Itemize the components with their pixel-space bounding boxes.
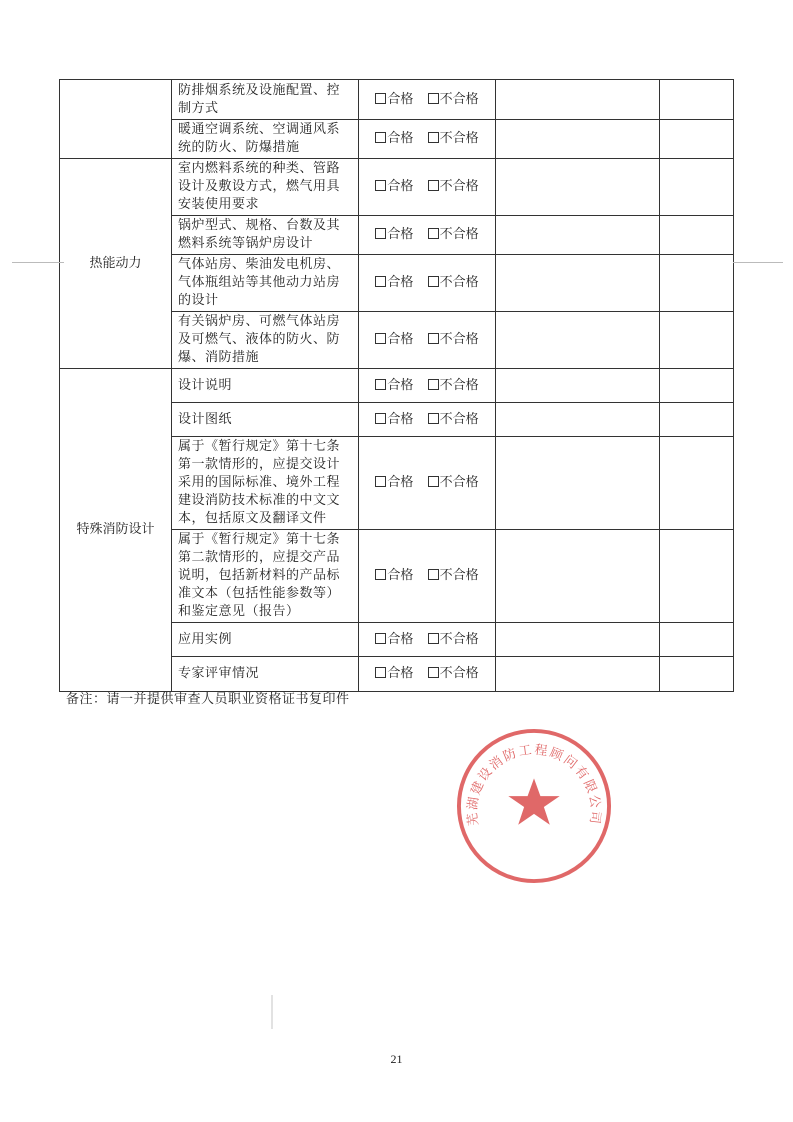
pass-label: 合格 [387,666,414,681]
result-options [359,403,496,437]
pass-checkbox[interactable] [375,276,386,287]
result-options [359,369,496,403]
scan-mark [271,995,273,1029]
pass-label: 合格 [387,377,414,393]
remark-cell[interactable] [496,657,660,692]
seal-text: 芜湖建设消防工程顾问有限公司 [465,742,603,827]
remark-cell[interactable] [496,312,660,369]
pass-label: 合格 [387,631,414,647]
review-item: 属于《暂行规定》第十七条第一款情形的，应提交设计采用的国际标准、境外工程建设消防技术标准的中文文本，包括原文及翻译文件 [172,437,359,530]
category-cell: 热能动力 [60,159,172,369]
result-options [359,437,496,530]
pass-label: 合格 [387,568,414,583]
pass-checkbox[interactable] [375,379,386,390]
fail-checkbox[interactable] [428,228,439,239]
result-options [359,657,496,692]
signature-cell[interactable] [660,216,734,255]
fail-label: 不合格 [439,666,479,681]
pass-label: 合格 [387,475,414,490]
review-item: 锅炉型式、规格、台数及其燃料系统等锅炉房设计 [172,216,359,255]
pass-checkbox[interactable] [375,476,386,487]
fail-label: 不合格 [439,91,479,107]
fail-checkbox[interactable] [428,333,439,344]
table-row [60,159,734,216]
fail-checkbox[interactable] [428,180,439,191]
remark-cell[interactable] [496,437,660,530]
fail-checkbox[interactable] [428,93,439,104]
pass-checkbox[interactable] [375,333,386,344]
remark-cell[interactable] [496,159,660,216]
signature-cell[interactable] [660,159,734,216]
remark-cell[interactable] [496,216,660,255]
review-item: 气体站房、柴油发电机房、气体瓶组站等其他动力站房的设计 [172,255,359,312]
fail-label: 不合格 [439,131,479,146]
scan-line [733,262,783,263]
pass-label: 合格 [387,275,414,290]
pass-checkbox[interactable] [375,667,386,678]
remark-cell[interactable] [496,255,660,312]
remark-cell[interactable] [496,530,660,623]
review-item: 属于《暂行规定》第十七条第二款情形的，应提交产品说明，包括新材料的产品标准文本（包括性能参数等）和鉴定意见（报告） [172,530,359,623]
fail-label: 不合格 [439,377,479,393]
signature-cell[interactable] [660,403,734,437]
review-item: 专家评审情况 [172,657,359,692]
category-cell [60,80,172,159]
review-item: 防排烟系统及设施配置、控制方式 [172,80,359,120]
pass-label: 合格 [387,179,414,194]
review-item: 设计说明 [172,369,359,403]
pass-label: 合格 [387,332,414,347]
company-seal [455,727,613,885]
result-options [359,159,496,216]
pass-label: 合格 [387,131,414,146]
scan-line [12,262,64,263]
pass-checkbox[interactable] [375,180,386,191]
table-row [60,80,734,120]
result-options [359,120,496,159]
signature-cell[interactable] [660,80,734,120]
review-item: 室内燃料系统的种类、管路设计及敷设方式，燃气用具安装使用要求 [172,159,359,216]
category-cell: 特殊消防设计 [60,369,172,692]
fail-label: 不合格 [439,411,479,427]
fail-label: 不合格 [439,332,479,347]
pass-label: 合格 [387,227,414,242]
signature-cell[interactable] [660,437,734,530]
result-options [359,530,496,623]
review-item: 应用实例 [172,623,359,657]
pass-checkbox[interactable] [375,569,386,580]
signature-cell[interactable] [660,530,734,623]
pass-checkbox[interactable] [375,228,386,239]
fail-checkbox[interactable] [428,667,439,678]
signature-cell[interactable] [660,369,734,403]
fail-label: 不合格 [439,227,479,242]
review-item: 设计图纸 [172,403,359,437]
signature-cell[interactable] [660,255,734,312]
seal-star-icon [508,778,559,824]
footnote: 备注：请一并提供审查人员职业资格证书复印件 [66,692,350,707]
pass-checkbox[interactable] [375,633,386,644]
result-options [359,623,496,657]
fail-label: 不合格 [439,631,479,647]
fail-checkbox[interactable] [428,379,439,390]
table-row [60,369,734,403]
fail-label: 不合格 [439,568,479,583]
signature-cell[interactable] [660,623,734,657]
signature-cell[interactable] [660,657,734,692]
pass-label: 合格 [387,91,414,107]
pass-label: 合格 [387,411,414,427]
result-options [359,80,496,120]
review-table [59,79,734,692]
pass-checkbox[interactable] [375,132,386,143]
page-number: 21 [390,1052,403,1066]
pass-checkbox[interactable] [375,93,386,104]
pass-checkbox[interactable] [375,413,386,424]
remark-cell[interactable] [496,120,660,159]
fail-checkbox[interactable] [428,633,439,644]
remark-cell[interactable] [496,369,660,403]
fail-checkbox[interactable] [428,476,439,487]
remark-cell[interactable] [496,623,660,657]
fail-label: 不合格 [439,475,479,490]
signature-cell[interactable] [660,312,734,369]
result-options [359,255,496,312]
review-item: 有关锅炉房、可燃气体站房及可燃气、液体的防火、防爆、消防措施 [172,312,359,369]
fail-checkbox[interactable] [428,132,439,143]
review-item: 暖通空调系统、空调通风系统的防火、防爆措施 [172,120,359,159]
remark-cell[interactable] [496,80,660,120]
result-options [359,216,496,255]
fail-checkbox[interactable] [428,276,439,287]
fail-label: 不合格 [439,275,479,290]
result-options [359,312,496,369]
remark-cell[interactable] [496,403,660,437]
fail-checkbox[interactable] [428,569,439,580]
fail-label: 不合格 [439,179,479,194]
fail-checkbox[interactable] [428,413,439,424]
signature-cell[interactable] [660,120,734,159]
